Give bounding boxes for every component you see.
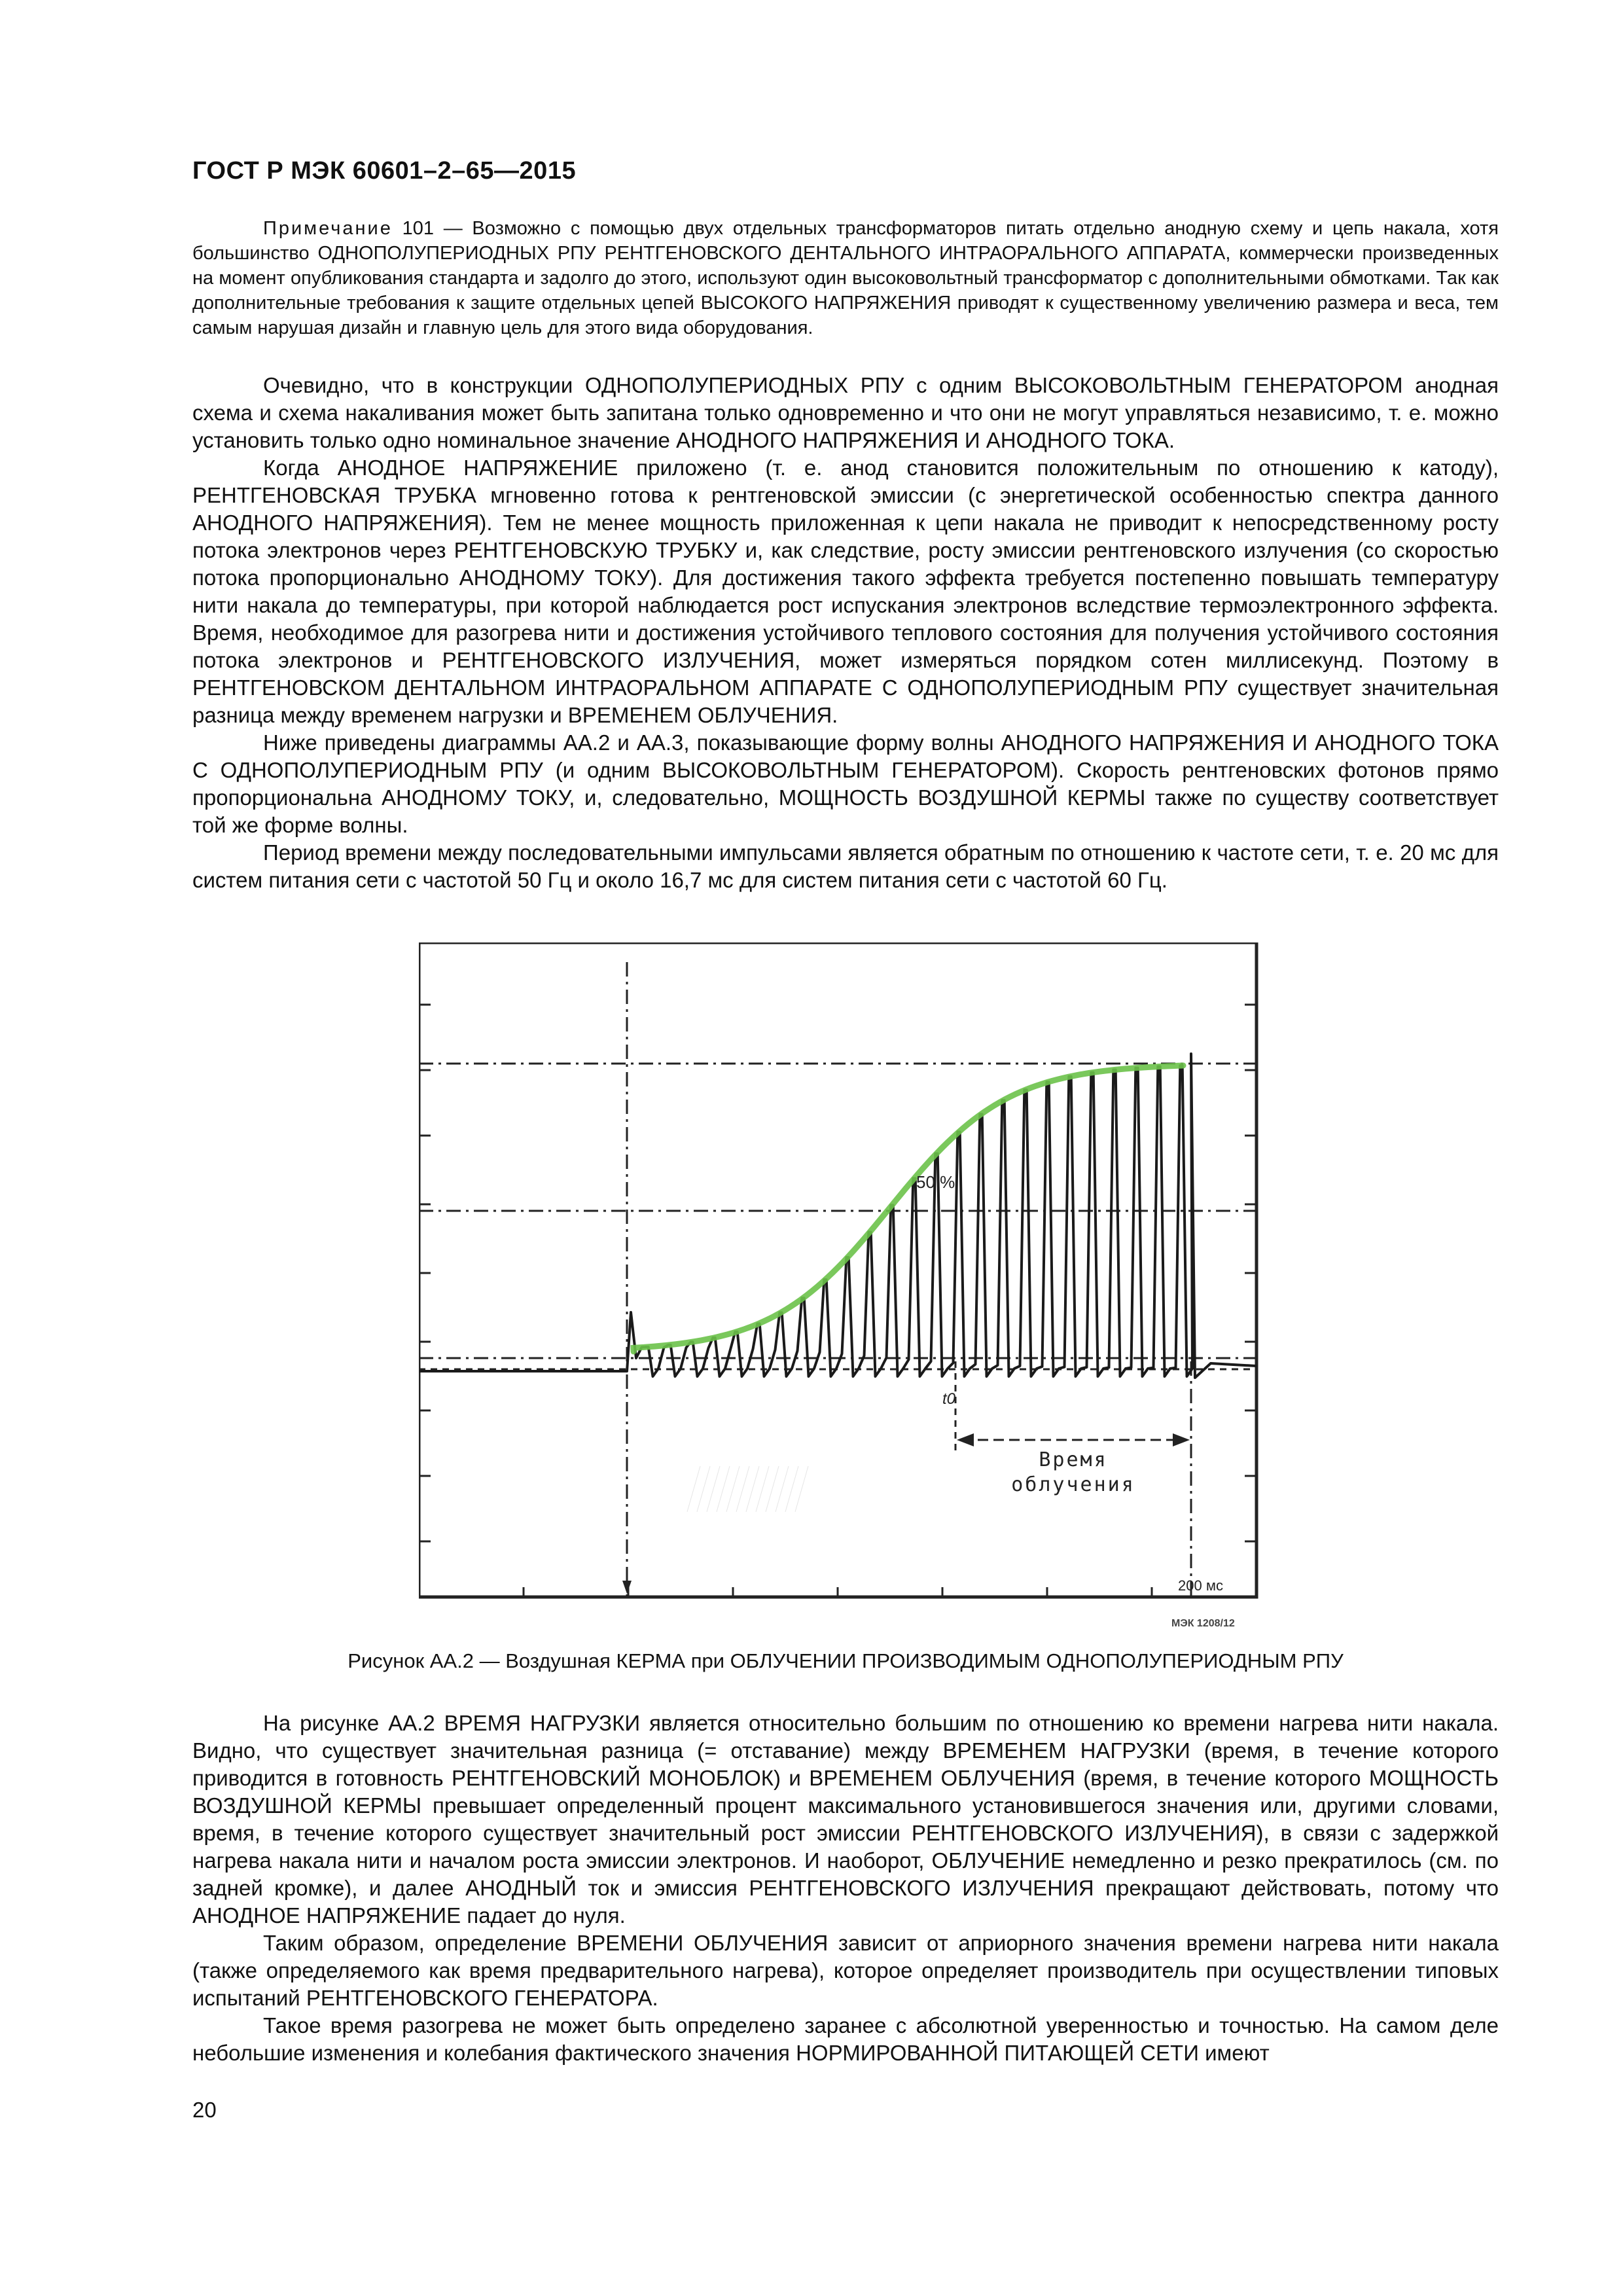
label-time-1: Время <box>1039 1448 1108 1471</box>
note-block <box>192 216 1499 340</box>
note-lead: Примечание <box>263 218 393 239</box>
paragraph: Ниже приведены диаграммы АА.2 и АА.3, показывающие форму волны АНОДНОГО НАПРЯЖЕНИЯ И АНОДНОГО ТОКА С ОДНОПОЛУПЕРИОДНЫМ РПУ (и одним ВЫСОКОВОЛЬТНЫМ ГЕНЕРАТОРОМ). Скорость рентгеновских фотонов прямо пропорциональна АНОДНОМУ ТОКУ, и, следовательно, МОЩНОСТЬ ВОЗДУШНОЙ КЕРМЫ также по существу соответствует той же форме волны. <box>192 730 1499 837</box>
oscillogram <box>419 942 1276 1649</box>
paragraph: Таким образом, определение ВРЕМЕНИ ОБЛУЧЕНИЯ зависит от априорного значения времени нагрева нити накала (также определяемого как время предварительного нагрева), которое определяет производитель при осуществлении типовых испытаний РЕНТГЕНОВСКОГО ГЕНЕРАТОРА. <box>192 1931 1499 2010</box>
label-50-percent: 50 % <box>916 1172 955 1192</box>
body-text-after-figure <box>192 1710 1499 2067</box>
paragraph: Когда АНОДНОЕ НАПРЯЖЕНИЕ приложено (т. е. анод становится положительным по отношению к катоду), РЕНТГЕНОВСКАЯ ТРУБКА мгновенно готова к рентгеновской эмиссии (с энергетической особенностью спектра данного АНОДНОГО НАПРЯЖЕНИЯ). Тем не менее мощность приложенная к цепи накала не приводит к непосредственному росту потока электронов через РЕНТГЕНОВСКУЮ ТРУБКУ и, как следствие, росту эмиссии рентгеновского излучения (со скоростью потока пропорционально АНОДНОМУ ТОКУ). Для достижения такого эффекта требуется постепенно повышать температуру нити накала до температуры, при которой наблюдается рост испускания электронов вследствие термоэлектронного эффекта. Время, необходимое для разогрева нити и достижения устойчивого теплового состояния для получения устойчивого состояния потока электронов и РЕНТГЕНОВСКОГО ИЗЛУЧЕНИЯ, может измеряться порядком сотен миллисекунд. Поэтому в РЕНТГЕНОВСКОМ ДЕНТАЛЬНОМ ИНТРАОРАЛЬНОМ АППАРАТЕ С ОДНОПОЛУПЕРИОДНЫМ РПУ существует значительная разница между временем нагрузки и ВРЕМЕНЕМ ОБЛУЧЕНИЯ. <box>192 456 1499 727</box>
figure-caption: Рисунок АА.2 — Воздушная КЕРМА при ОБЛУЧЕНИИ ПРОИЗВОДИМЫМ ОДНОПОЛУПЕРИОДНЫМ РПУ <box>348 1649 1344 1672</box>
paragraph: Период времени между последовательными импульсами является обратным по отношению к частоте сети, т. е. 20 мс для систем питания сети с частотой 50 Гц и около 16,7 мс для систем питания сети с частотой 60 Гц. <box>192 840 1499 892</box>
note-paragraph <box>192 216 1499 340</box>
page-number: 20 <box>192 2098 217 2122</box>
paragraph: Такое время разогрева не может быть определено заранее с абсолютной уверенностью и точностью. На самом деле небольшие изменения и колебания фактического значения НОРМИРОВАННОЙ ПИТАЮЩЕЙ СЕТИ имеют <box>192 2013 1499 2065</box>
label-t0: t0 <box>942 1390 956 1408</box>
paragraph: На рисунке АА.2 ВРЕМЯ НАГРУЗКИ является относительно большим по отношению ко времени нагрева нити накала. Видно, что существует значительная разница (= отставание) между ВРЕМЕНЕМ НАГРУЗКИ (время, в течение которого приводится в готовность РЕНТГЕНОВСКИЙ МОНОБЛОК) и ВРЕМЕНЕМ ОБЛУЧЕНИЯ (время, в течение которого МОЩНОСТЬ ВОЗДУШНОЙ КЕРМЫ превышает определенный процент максимального установившегося значения или, другими словами, время, в течение которого существует значительный рост эмиссии РЕНТГЕНОВСКОГО ИЗЛУЧЕНИЯ), в связи с задержкой нагрева накала нити и началом роста эмиссии электронов. И наоборот, ОБЛУЧЕНИЕ немедленно и резко прекратилось (см. по задней кромке), и далее АНОДНЫЙ ток и эмиссия РЕНТГЕНОВСКОГО ИЗЛУЧЕНИЯ прекращают действовать, потому что АНОДНОЕ НАПРЯЖЕНИЕ падает до нуля. <box>192 1711 1499 1928</box>
label-time-2: облучения <box>1011 1473 1135 1496</box>
body-text-before-figure <box>192 372 1499 894</box>
label-scale: 200 мс <box>1178 1577 1223 1594</box>
note-text: 101 — Возможно с помощью двух отдельных трансформаторов питать отдельно анодную схему и цепь накала, хотя большинство ОДНОПОЛУПЕРИОДНЫХ РПУ РЕНТГЕНОВСКОГО ДЕНТАЛЬНОГО ИНТРАОРАЛЬНОГО АППАРАТА, коммерчески произведенных на момент опубликования стандарта и задолго до этого, используют один высоковольтный трансформатор с дополнительными обмотками. Так как дополнительные требования к защите отдельных цепей ВЫСОКОГО НАПРЯЖЕНИЯ приводят к существенному увеличению размера и веса, тем самым нарушая дизайн и главную цель для этого вида оборудования. <box>192 218 1499 338</box>
label-reference: МЭК 1208/12 <box>1171 1618 1235 1629</box>
figure-aa2 <box>419 942 1276 1649</box>
paragraph: Очевидно, что в конструкции ОДНОПОЛУПЕРИОДНЫХ РПУ с одним ВЫСОКОВОЛЬТНЫМ ГЕНЕРАТОРОМ анодная схема и схема накаливания может быть запитана только одновременно и что они не могут управляться независимо, т. е. можно установить только одно номинальное значение АНОДНОГО НАПРЯЖЕНИЯ И АНОДНОГО ТОКА. <box>192 373 1499 452</box>
document-header: ГОСТ Р МЭК 60601–2–65—2015 <box>192 157 577 185</box>
